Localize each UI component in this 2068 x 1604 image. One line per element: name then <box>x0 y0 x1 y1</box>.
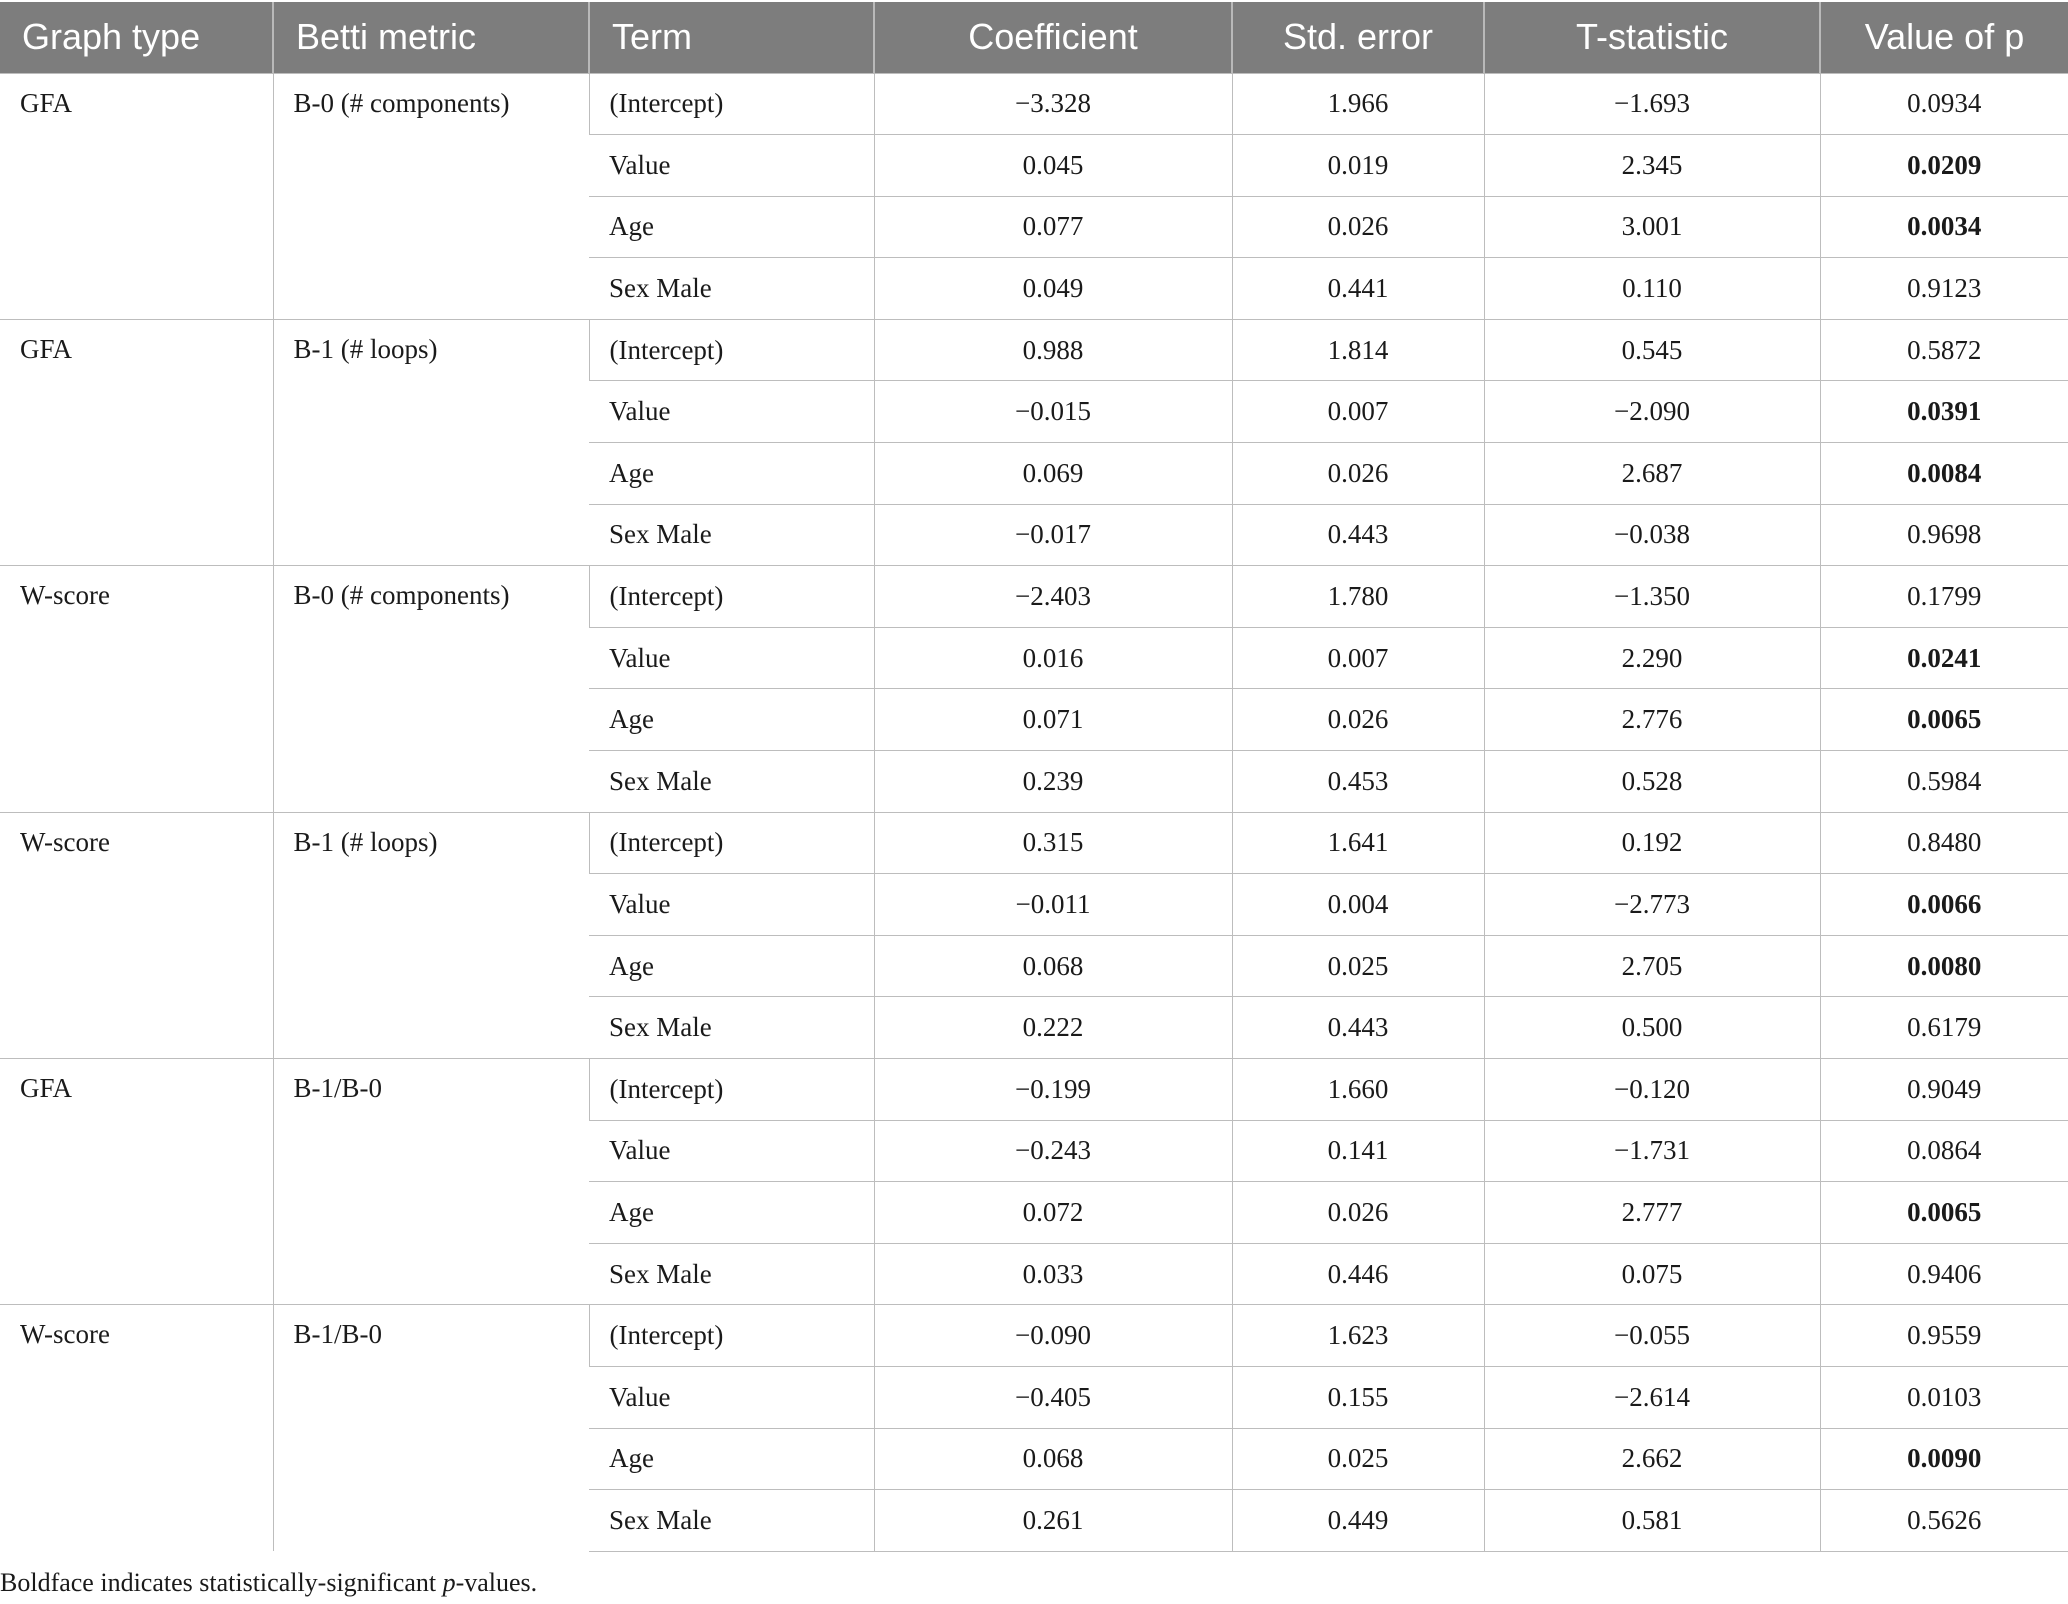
coefficient-cell: 0.072 <box>874 1182 1232 1244</box>
t-statistic-cell: 0.110 <box>1484 258 1820 320</box>
header-t-statistic: T-statistic <box>1484 2 1820 73</box>
std-error-cell: 1.780 <box>1232 566 1484 628</box>
term-cell: Age <box>589 1428 874 1490</box>
graph-type-cell: GFA <box>0 1059 273 1305</box>
table-row <box>0 566 2068 628</box>
term-cell: Sex Male <box>589 504 874 566</box>
t-statistic-cell: 0.545 <box>1484 319 1820 381</box>
term-cell: Sex Male <box>589 258 874 320</box>
std-error-cell: 0.004 <box>1232 874 1484 936</box>
std-error-cell: 0.019 <box>1232 135 1484 197</box>
p-value-cell: 0.0065 <box>1820 689 2068 751</box>
header-betti-metric: Betti metric <box>273 2 589 73</box>
std-error-cell: 1.814 <box>1232 319 1484 381</box>
t-statistic-cell: −2.773 <box>1484 874 1820 936</box>
std-error-cell: 1.623 <box>1232 1305 1484 1367</box>
t-statistic-cell: 2.662 <box>1484 1428 1820 1490</box>
graph-type-cell: GFA <box>0 319 273 565</box>
p-value-cell: 0.9698 <box>1820 504 2068 566</box>
t-statistic-cell: 2.290 <box>1484 627 1820 689</box>
header-coefficient: Coefficient <box>874 2 1232 73</box>
coefficient-cell: −0.017 <box>874 504 1232 566</box>
std-error-cell: 0.443 <box>1232 997 1484 1059</box>
header-term: Term <box>589 2 874 73</box>
term-cell: Age <box>589 443 874 505</box>
term-cell: Age <box>589 935 874 997</box>
std-error-cell: 0.007 <box>1232 627 1484 689</box>
graph-type-cell: W-score <box>0 1305 273 1551</box>
std-error-cell: 0.025 <box>1232 935 1484 997</box>
term-cell: (Intercept) <box>589 1059 874 1121</box>
p-value-cell: 0.9123 <box>1820 258 2068 320</box>
std-error-cell: 0.026 <box>1232 689 1484 751</box>
coefficient-cell: −0.243 <box>874 1120 1232 1182</box>
std-error-cell: 0.441 <box>1232 258 1484 320</box>
term-cell: (Intercept) <box>589 812 874 874</box>
p-value-cell: 0.9559 <box>1820 1305 2068 1367</box>
table-row <box>0 1305 2068 1367</box>
betti-metric-cell: B-1/B-0 <box>273 1059 589 1305</box>
t-statistic-cell: −0.055 <box>1484 1305 1820 1367</box>
term-cell: Value <box>589 1366 874 1428</box>
coefficient-cell: 0.033 <box>874 1243 1232 1305</box>
std-error-cell: 1.966 <box>1232 73 1484 135</box>
term-cell: (Intercept) <box>589 73 874 135</box>
p-value-cell: 0.0066 <box>1820 874 2068 936</box>
t-statistic-cell: 2.687 <box>1484 443 1820 505</box>
term-cell: (Intercept) <box>589 1305 874 1367</box>
coefficient-cell: 0.069 <box>874 443 1232 505</box>
betti-metric-cell: B-0 (# components) <box>273 73 589 319</box>
table-row <box>0 812 2068 874</box>
p-value-cell: 0.5626 <box>1820 1490 2068 1552</box>
t-statistic-cell: −2.614 <box>1484 1366 1820 1428</box>
std-error-cell: 0.007 <box>1232 381 1484 443</box>
t-statistic-cell: −2.090 <box>1484 381 1820 443</box>
t-statistic-cell: 0.500 <box>1484 997 1820 1059</box>
t-statistic-cell: −1.731 <box>1484 1120 1820 1182</box>
p-value-cell: 0.0034 <box>1820 196 2068 258</box>
coefficient-cell: −0.090 <box>874 1305 1232 1367</box>
header-graph-type: Graph type <box>22 16 201 58</box>
p-value-cell: 0.0864 <box>1820 1120 2068 1182</box>
coefficient-cell: 0.068 <box>874 1428 1232 1490</box>
std-error-cell: 1.660 <box>1232 1059 1484 1121</box>
coefficient-cell: −0.015 <box>874 381 1232 443</box>
betti-metric-cell: B-1 (# loops) <box>273 812 589 1058</box>
t-statistic-cell: 0.192 <box>1484 812 1820 874</box>
graph-type-cell: W-score <box>0 812 273 1058</box>
term-cell: (Intercept) <box>589 319 874 381</box>
p-value-cell: 0.0090 <box>1820 1428 2068 1490</box>
t-statistic-cell: 2.776 <box>1484 689 1820 751</box>
p-value-cell: 0.0209 <box>1820 135 2068 197</box>
std-error-cell: 0.026 <box>1232 196 1484 258</box>
coefficient-cell: −0.011 <box>874 874 1232 936</box>
table-row <box>0 1059 2068 1121</box>
term-cell: Value <box>589 381 874 443</box>
coefficient-cell: 0.239 <box>874 751 1232 813</box>
p-value-cell: 0.1799 <box>1820 566 2068 628</box>
t-statistic-cell: 2.345 <box>1484 135 1820 197</box>
t-statistic-cell: 3.001 <box>1484 196 1820 258</box>
t-statistic-cell: −0.120 <box>1484 1059 1820 1121</box>
std-error-cell: 0.141 <box>1232 1120 1484 1182</box>
footnote-text-after: -values. <box>455 1568 538 1597</box>
betti-metric-cell: B-0 (# components) <box>273 566 589 812</box>
p-value-cell: 0.0103 <box>1820 1366 2068 1428</box>
term-cell: Age <box>589 196 874 258</box>
coefficient-cell: 0.071 <box>874 689 1232 751</box>
p-value-cell: 0.9406 <box>1820 1243 2068 1305</box>
footnote-italic-p: p <box>442 1568 456 1597</box>
header-std-error: Std. error <box>1232 2 1484 73</box>
coefficient-cell: 0.261 <box>874 1490 1232 1552</box>
p-value-cell: 0.0391 <box>1820 381 2068 443</box>
betti-metric-cell: B-1 (# loops) <box>273 319 589 565</box>
term-cell: Sex Male <box>589 751 874 813</box>
coefficient-cell: −0.405 <box>874 1366 1232 1428</box>
t-statistic-cell: 0.528 <box>1484 751 1820 813</box>
term-cell: Sex Male <box>589 997 874 1059</box>
p-value-cell: 0.5984 <box>1820 751 2068 813</box>
coefficient-cell: 0.049 <box>874 258 1232 320</box>
coefficient-cell: 0.068 <box>874 935 1232 997</box>
p-value-cell: 0.9049 <box>1820 1059 2068 1121</box>
p-value-cell: 0.8480 <box>1820 812 2068 874</box>
coefficient-cell: 0.222 <box>874 997 1232 1059</box>
betti-metric-cell: B-1/B-0 <box>273 1305 589 1551</box>
table-row <box>0 319 2068 381</box>
header-p-value: Value of p <box>1820 2 2068 73</box>
std-error-cell: 0.155 <box>1232 1366 1484 1428</box>
coefficient-cell: 0.988 <box>874 319 1232 381</box>
std-error-cell: 0.025 <box>1232 1428 1484 1490</box>
t-statistic-cell: 2.777 <box>1484 1182 1820 1244</box>
std-error-cell: 0.449 <box>1232 1490 1484 1552</box>
term-cell: Age <box>589 1182 874 1244</box>
term-cell: Value <box>589 135 874 197</box>
coefficient-cell: 0.045 <box>874 135 1232 197</box>
p-value-cell: 0.0080 <box>1820 935 2068 997</box>
table-body <box>0 73 2068 1551</box>
std-error-cell: 0.453 <box>1232 751 1484 813</box>
p-value-cell: 0.0084 <box>1820 443 2068 505</box>
t-statistic-cell: 0.581 <box>1484 1490 1820 1552</box>
std-error-cell: 1.641 <box>1232 812 1484 874</box>
p-value-cell: 0.5872 <box>1820 319 2068 381</box>
coefficient-cell: 0.016 <box>874 627 1232 689</box>
std-error-cell: 0.026 <box>1232 443 1484 505</box>
p-value-cell: 0.0065 <box>1820 1182 2068 1244</box>
term-cell: (Intercept) <box>589 566 874 628</box>
t-statistic-cell: −1.350 <box>1484 566 1820 628</box>
term-cell: Value <box>589 627 874 689</box>
p-value-cell: 0.0241 <box>1820 627 2068 689</box>
graph-type-cell: W-score <box>0 566 273 812</box>
p-value-cell: 0.0934 <box>1820 73 2068 135</box>
coefficient-cell: −0.199 <box>874 1059 1232 1121</box>
graph-type-cell: GFA <box>0 73 273 319</box>
t-statistic-cell: −1.693 <box>1484 73 1820 135</box>
t-statistic-cell: 2.705 <box>1484 935 1820 997</box>
term-cell: Age <box>589 689 874 751</box>
p-value-cell: 0.6179 <box>1820 997 2068 1059</box>
header-row <box>0 2 2068 73</box>
coefficient-cell: 0.077 <box>874 196 1232 258</box>
t-statistic-cell: 0.075 <box>1484 1243 1820 1305</box>
std-error-cell: 0.026 <box>1232 1182 1484 1244</box>
term-cell: Sex Male <box>589 1243 874 1305</box>
regression-table <box>0 2 2068 1552</box>
std-error-cell: 0.446 <box>1232 1243 1484 1305</box>
table-row <box>0 73 2068 135</box>
term-cell: Sex Male <box>589 1490 874 1552</box>
footnote <box>0 1568 537 1598</box>
term-cell: Value <box>589 874 874 936</box>
std-error-cell: 0.443 <box>1232 504 1484 566</box>
coefficient-cell: −3.328 <box>874 73 1232 135</box>
coefficient-cell: −2.403 <box>874 566 1232 628</box>
coefficient-cell: 0.315 <box>874 812 1232 874</box>
t-statistic-cell: −0.038 <box>1484 504 1820 566</box>
footnote-text-before: Boldface indicates statistically-significant <box>0 1568 443 1597</box>
term-cell: Value <box>589 1120 874 1182</box>
